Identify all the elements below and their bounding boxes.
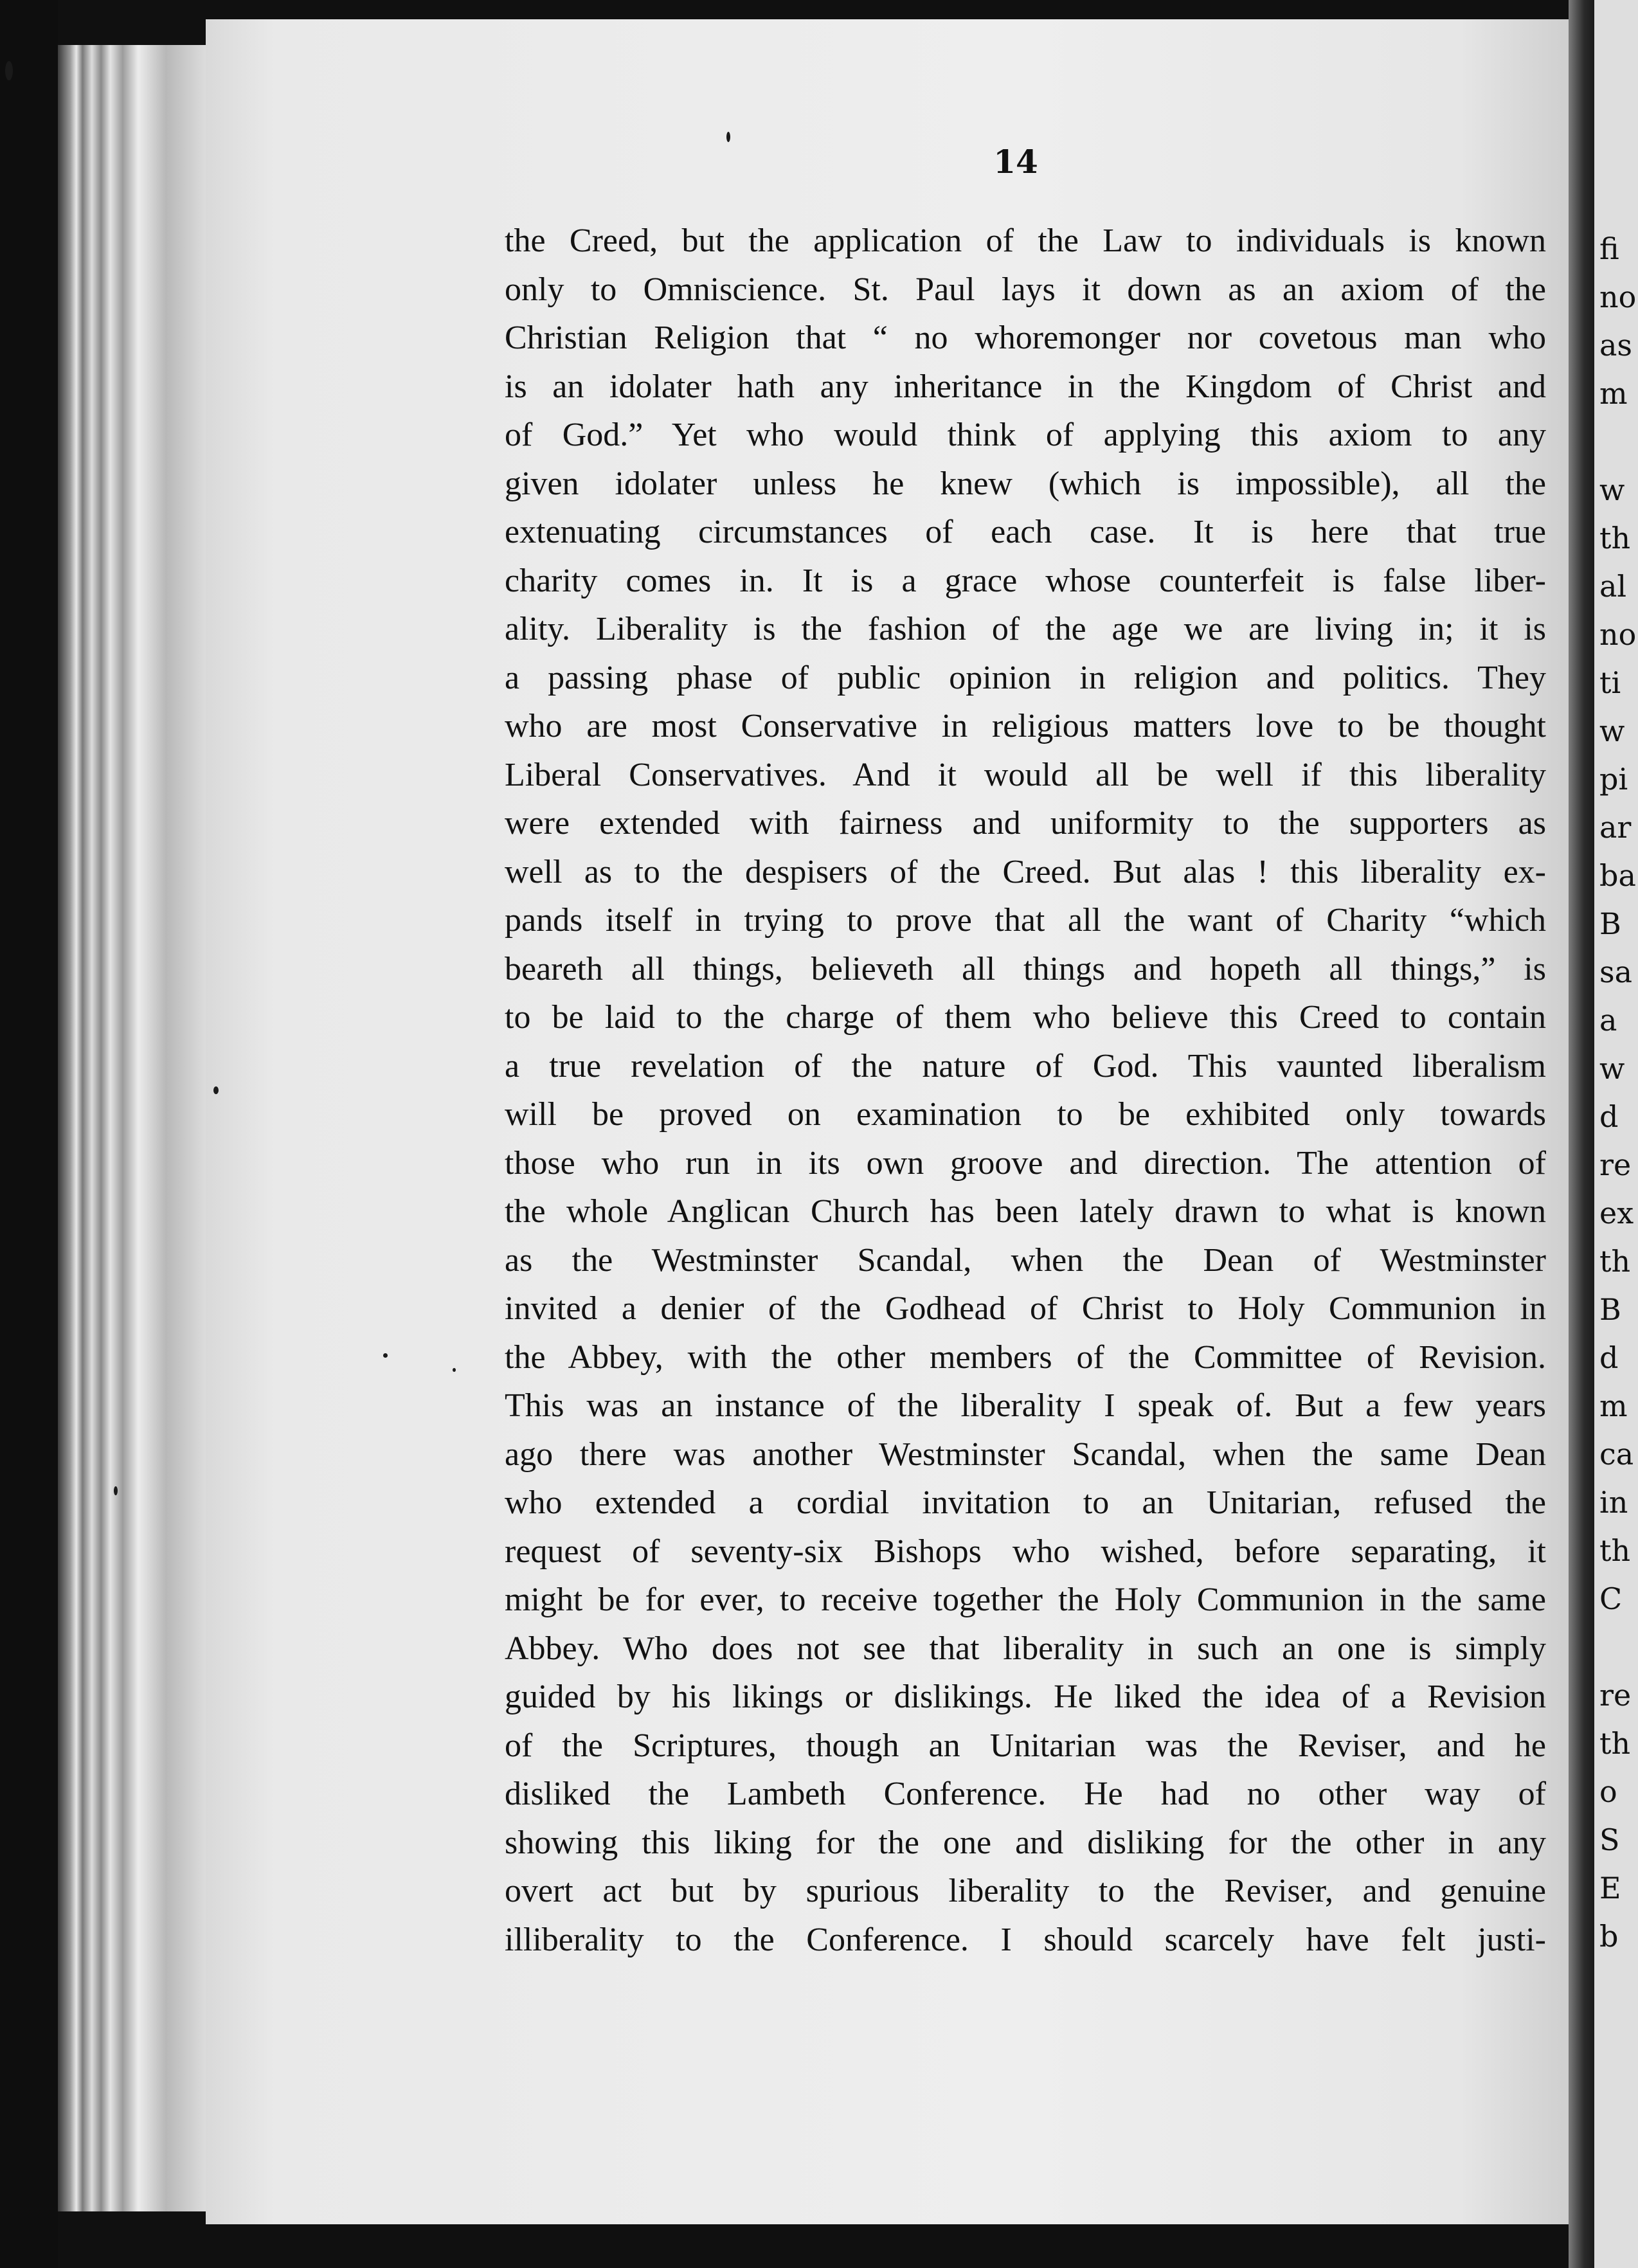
next-page-fragment: d bbox=[1599, 1099, 1619, 1134]
text-line: is an idolater hath any inheritance in the Kingdom of Christ and bbox=[505, 368, 1546, 405]
next-page-fragment: re bbox=[1599, 1678, 1632, 1713]
next-page-fragment: pi bbox=[1599, 762, 1628, 797]
text-line: a true revelation of the nature of God. This vaunted liberalism bbox=[505, 1047, 1546, 1084]
text-line: the Abbey, with the other members of the Committee of Revision. bbox=[505, 1338, 1546, 1376]
dust-speck bbox=[726, 132, 730, 142]
next-page-fragment: B bbox=[1599, 906, 1621, 941]
text-line: Abbey. Who does not see that liberality in such an one is simply bbox=[505, 1630, 1546, 1667]
next-page-fragment: al bbox=[1599, 569, 1627, 604]
next-page-fragment: in bbox=[1599, 1485, 1628, 1520]
dust-speck bbox=[453, 1368, 456, 1372]
next-page-fragment: ex bbox=[1599, 1196, 1634, 1230]
next-page-fragment: ca bbox=[1599, 1437, 1634, 1472]
text-line: of the Scriptures, though an Unitarian was the Reviser, and he bbox=[505, 1727, 1546, 1764]
next-page-edge bbox=[1594, 0, 1638, 2268]
text-line: of God.” Yet who would think of applying this axiom to any bbox=[505, 417, 1546, 453]
text-line: the Creed, but the application of the Law to individuals is known bbox=[505, 222, 1546, 259]
next-page-fragment: o bbox=[1599, 1774, 1617, 1809]
text-line: only to Omniscience. St. Paul lays it down as an axiom of the bbox=[505, 271, 1546, 308]
next-page-fragment: d bbox=[1599, 1340, 1619, 1375]
dust-speck bbox=[213, 1086, 219, 1094]
dust-speck bbox=[383, 1353, 388, 1358]
next-page-fragment: sa bbox=[1599, 955, 1633, 989]
text-line: showing this liking for the one and disliking for the other in any bbox=[505, 1824, 1546, 1861]
next-page-fragment: th bbox=[1599, 1726, 1631, 1761]
text-line: disliked the Lambeth Conference. He had no other way of bbox=[505, 1776, 1546, 1812]
next-page-fragment: fi bbox=[1599, 231, 1619, 266]
next-page-fragment: w bbox=[1599, 1051, 1625, 1086]
text-line: extenuating circumstances of each case. It is here that true bbox=[505, 514, 1546, 550]
text-line: pands itself in trying to prove that all the want of Charity “which bbox=[505, 902, 1546, 939]
scan-border-left bbox=[0, 0, 58, 2268]
next-page-fragment: th bbox=[1599, 521, 1631, 555]
next-page-fragment bbox=[1599, 418, 1636, 466]
page-number: 14 bbox=[993, 143, 1038, 181]
text-line: beareth all things, believeth all things and hopeth all things,” is bbox=[505, 950, 1546, 987]
text-line: guided by his likings or dislikings. He liked the idea of a Revision bbox=[505, 1679, 1546, 1715]
dust-speck bbox=[5, 61, 13, 80]
text-line: invited a denier of the Godhead of Christ to Holy Communion in bbox=[505, 1290, 1546, 1327]
next-page-text-fragments bbox=[1599, 225, 1636, 1961]
text-line: charity comes in. It is a grace whose counterfeit is false liber- bbox=[505, 562, 1546, 599]
text-line: a passing phase of public opinion in religion and politics. They bbox=[505, 659, 1546, 696]
text-line: illiberality to the Conference. I should scarcely have felt justi- bbox=[505, 1921, 1546, 1958]
next-page-fragment: S bbox=[1599, 1823, 1620, 1857]
next-page-fragment: ti bbox=[1599, 665, 1621, 700]
next-page-fragment: no bbox=[1599, 280, 1637, 314]
next-page-fragment: m bbox=[1599, 376, 1628, 411]
next-page-fragment: ar bbox=[1599, 810, 1632, 845]
next-page-fragment: m bbox=[1599, 1389, 1628, 1423]
next-page-fragment: re bbox=[1599, 1148, 1632, 1182]
next-page-fragment: th bbox=[1599, 1533, 1631, 1568]
dust-speck bbox=[114, 1486, 118, 1495]
next-page-fragment: E bbox=[1599, 1871, 1621, 1905]
next-page-fragment: B bbox=[1599, 1292, 1621, 1327]
text-line: the whole Anglican Church has been lately drawn to what is known bbox=[505, 1193, 1546, 1230]
text-line: as the Westminster Scandal, when the Dean of Westminster bbox=[505, 1241, 1546, 1279]
next-page-fragment: w bbox=[1599, 714, 1625, 748]
next-page-fragment: ba bbox=[1599, 858, 1636, 893]
next-page-fragment: b bbox=[1599, 1919, 1619, 1954]
text-line: given idolater unless he knew (which is impossible), all the bbox=[505, 465, 1546, 502]
next-page-fragment: as bbox=[1599, 328, 1633, 363]
text-line: who are most Conservative in religious matters love to be thought bbox=[505, 708, 1546, 744]
next-page-fragment bbox=[1599, 1623, 1636, 1671]
next-page-fragment: th bbox=[1599, 1244, 1631, 1279]
text-line: ality. Liberality is the fashion of the age we are living in; it is bbox=[505, 611, 1546, 647]
next-page-fragment: a bbox=[1599, 1003, 1617, 1038]
next-page-fragment: w bbox=[1599, 473, 1625, 507]
page-edges-stack bbox=[58, 45, 212, 2211]
text-line: Christian Religion that “ no whoremonger nor covetous man who bbox=[505, 320, 1546, 356]
next-page-fragment: no bbox=[1599, 617, 1637, 652]
text-line: overt act but by spurious liberality to the Reviser, and genuine bbox=[505, 1873, 1546, 1909]
text-line: This was an instance of the liberality I speak of. But a few years bbox=[505, 1387, 1546, 1424]
text-line: who extended a cordial invitation to an Unitarian, refused the bbox=[505, 1484, 1546, 1521]
text-line: were extended with fairness and uniformity to the supporters as bbox=[505, 805, 1546, 842]
body-text bbox=[505, 217, 1546, 1964]
next-page-fragment: C bbox=[1599, 1581, 1623, 1616]
text-line: those who run in its own groove and direction. The attention of bbox=[505, 1144, 1546, 1182]
text-line: will be proved on examination to be exhibited only towards bbox=[505, 1096, 1546, 1133]
book-gutter bbox=[1569, 0, 1594, 2268]
text-line: request of seventy-six Bishops who wished, before separating, it bbox=[505, 1533, 1546, 1570]
text-line: Liberal Conservatives. And it would all be well if this liberality bbox=[505, 756, 1546, 793]
text-line: might be for ever, to receive together the Holy Communion in the same bbox=[505, 1581, 1546, 1618]
text-line: well as to the despisers of the Creed. But alas ! this liberality ex- bbox=[505, 853, 1546, 890]
text-line: ago there was another Westminster Scandal, when the same Dean bbox=[505, 1436, 1546, 1473]
text-line: to be laid to the charge of them who believe this Creed to contain bbox=[505, 999, 1546, 1036]
